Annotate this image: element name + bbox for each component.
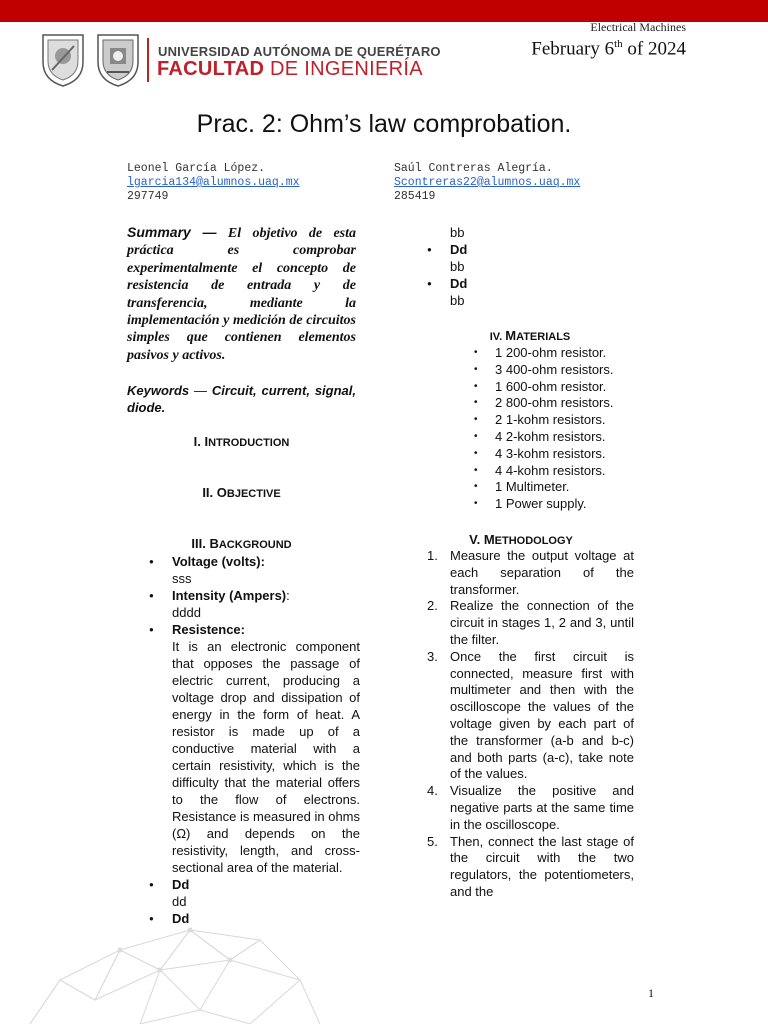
section-number: IV. — [489, 331, 506, 343]
item-term: Resistence: — [172, 622, 245, 637]
item-body: dddd — [172, 605, 201, 620]
faculty-name — [157, 58, 423, 81]
section-initial: O — [216, 485, 227, 500]
item-term-suffix: : — [286, 588, 290, 603]
section-initial: I — [204, 434, 209, 449]
author-email-link[interactable]: Scontreras22@alumnos.uaq.mx — [394, 176, 581, 189]
university-name: UNIVERSIDAD AUTÓNOMA DE QUERÉTARO — [158, 44, 441, 59]
section-rest: ETHODOLOGY — [494, 535, 573, 547]
step-number: 5. — [427, 833, 438, 849]
material-item: • 4 2-kohm resistors. — [474, 429, 614, 446]
methodology-step — [427, 649, 634, 783]
section-heading-background — [127, 536, 356, 551]
author-id: 285419 — [394, 190, 436, 203]
section-rest: ATERIALS — [516, 331, 571, 343]
faculty-name-bold: FACULTAD — [157, 58, 265, 80]
date-year: of 2024 — [622, 38, 686, 60]
material-item: • 2 1-kohm resistors. — [474, 412, 614, 429]
item-term: Dd — [450, 242, 468, 257]
faculty-seal-icon — [95, 32, 141, 88]
step-number: 3. — [427, 648, 438, 664]
page-number: 1 — [648, 986, 654, 1000]
section-rest: NTRODUCTION — [208, 437, 290, 449]
section-initial: M — [505, 328, 517, 343]
methodology-step — [427, 598, 634, 648]
list-item — [450, 275, 634, 309]
section-number: II. — [202, 485, 217, 500]
item-body: bb — [450, 259, 465, 274]
step-text: Measure the output voltage at each separation of the transformer. — [450, 548, 634, 597]
author-name: Saúl Contreras Alegría. — [394, 162, 553, 175]
step-number: 4. — [427, 783, 438, 799]
material-item: • 3 400-ohm resistors. — [474, 362, 614, 379]
header-red-bar — [0, 0, 768, 22]
step-text: Then, connect the last stage of the circuit with the two regulators, the potentiometers, and the — [450, 833, 634, 899]
section-number: III. — [191, 536, 210, 551]
item-term: Voltage (volts): — [172, 554, 265, 569]
section-rest: ACKGROUND — [218, 539, 292, 551]
item-term: Intensity (Ampers) — [172, 588, 287, 603]
list-item — [172, 553, 360, 587]
step-text: Visualize the positive and negative parts at the same time in the oscilloscope. — [450, 783, 634, 832]
section-initial: M — [483, 532, 495, 547]
summary-label: Summary — — [127, 224, 217, 240]
methodology-step — [427, 548, 634, 598]
logo-separator — [147, 38, 149, 82]
geometric-watermark-decoration — [0, 890, 320, 1024]
summary-text: El objetivo de esta práctica es comprobar experimentalmente el concepto de resistencia de entrada y de transferencia, mediante la implementación y medición de circuitos simples que contienen elementos pasivos y activos. — [127, 226, 357, 363]
item-term: Dd — [450, 276, 468, 291]
document-date — [531, 38, 686, 60]
item-term: Dd — [172, 877, 190, 892]
materials-list — [474, 345, 614, 513]
list-item — [450, 241, 634, 275]
section-heading-objective — [127, 485, 356, 500]
section-initial: B — [209, 536, 219, 551]
item-body: bb — [450, 293, 465, 308]
item-term: Dd — [172, 911, 190, 926]
list-item — [172, 621, 360, 876]
keywords-label: Keywords — [127, 383, 190, 398]
keywords-dash: — — [189, 383, 212, 398]
item-body: sss — [172, 571, 192, 586]
item-body: It is an electronic component that opposes the passage of electric current, producing a voltage drop and dissipation of energy in the form of heat. A resistor is made up of a conductive material with a certain resistivity, which is the difficulty that the material offers to the flow of electrons. Resistance is measured in ohms (Ω) and depends on the resistivity, length, and cross-sectional area of the material. — [172, 639, 360, 875]
material-item: • 1 Power supply. — [474, 496, 614, 513]
keywords-text: Circuit, current, signal, diode. — [127, 383, 356, 415]
background-list — [172, 553, 360, 927]
section-number: I. — [193, 434, 205, 449]
material-item: • 1 200-ohm resistor. — [474, 345, 614, 362]
course-name: Electrical Machines — [590, 20, 686, 34]
faculty-name-rest: DE INGENIERÍA — [264, 58, 423, 80]
step-number: 1. — [427, 548, 438, 563]
summary-paragraph — [127, 224, 356, 364]
material-item: • 1 Multimeter. — [474, 479, 614, 496]
step-text: Once the first circuit is connected, measure first with multimeter and then with the oscilloscope the values of the voltage given by each part of the transformer (a-b and b-c) and both parts (a-c), take note of the values. — [450, 648, 634, 782]
document-title: Prac. 2: Ohm’s law comprobation. — [196, 110, 572, 138]
material-item: • 2 800-ohm resistors. — [474, 395, 614, 412]
methodology-list — [427, 548, 634, 901]
list-item — [172, 587, 360, 621]
author-1 — [127, 162, 300, 204]
item-body: bb — [450, 225, 465, 240]
material-item: • 4 4-kohm resistors. — [474, 463, 614, 480]
section-heading-materials — [420, 328, 640, 343]
methodology-step — [427, 834, 634, 901]
step-number: 2. — [427, 598, 438, 614]
date-ordinal: th — [614, 38, 623, 50]
author-id: 297749 — [127, 190, 169, 203]
author-email-link[interactable]: lgarcia134@alumnos.uaq.mx — [127, 176, 300, 189]
author-name: Leonel García López. — [127, 162, 266, 175]
section-rest: BJECTIVE — [226, 488, 281, 500]
step-text: Realize the connection of the circuit in stages 1, 2 and 3, until the filter. — [450, 598, 634, 647]
list-item-continuation — [450, 224, 634, 241]
author-2 — [394, 162, 580, 204]
methodology-step — [427, 783, 634, 833]
date-day: February 6 — [531, 38, 615, 60]
section-heading-methodology — [410, 532, 632, 547]
background-list-continued — [450, 224, 634, 309]
university-seal-icon — [40, 32, 86, 88]
section-number: V. — [469, 532, 484, 547]
item-body: dd — [172, 894, 187, 909]
section-heading-introduction — [127, 434, 356, 449]
keywords-paragraph — [127, 382, 356, 416]
material-item: • 1 600-ohm resistor. — [474, 379, 614, 396]
material-item: • 4 3-kohm resistors. — [474, 446, 614, 463]
